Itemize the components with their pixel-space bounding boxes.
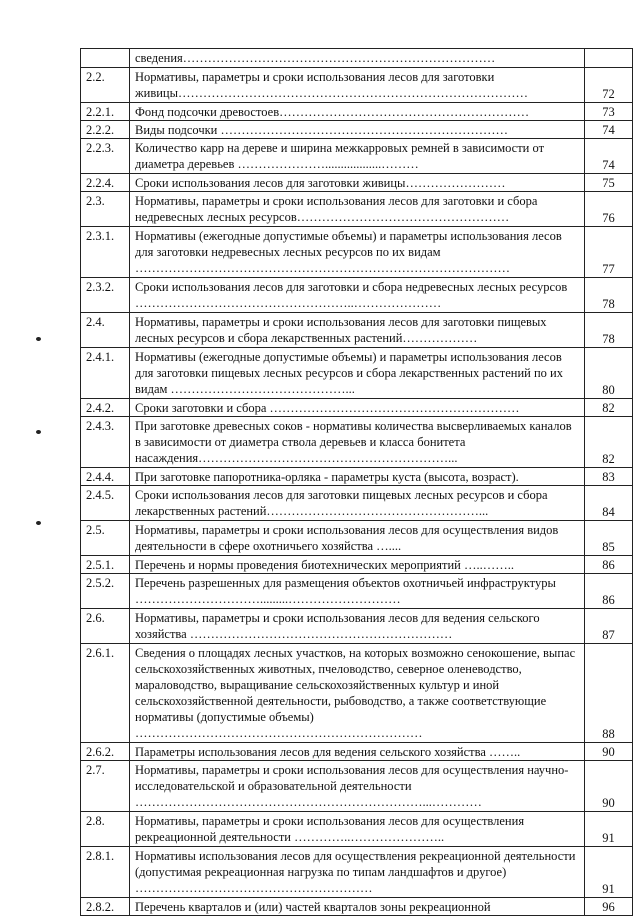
toc-title: Сроки использования лесов для заготовки пищевых лесных ресурсов и сбора лекарственных растений……………………………………………... (130, 486, 585, 521)
table-of-contents (80, 48, 633, 916)
toc-page: 90 (585, 743, 633, 761)
toc-page: 78 (585, 278, 633, 313)
toc-row (81, 761, 633, 812)
toc-row (81, 743, 633, 761)
toc-title: Фонд подсочки древостоев…………………………………………………… (130, 103, 585, 121)
toc-number: 2.5.1. (81, 556, 130, 574)
toc-page: 82 (585, 417, 633, 468)
margin-mark-3 (36, 521, 41, 525)
toc-row (81, 139, 633, 174)
toc-title: Нормативы, параметры и сроки использования лесов для ведения сельского хозяйства ……………………………………………………… (130, 609, 585, 644)
toc-page: 82 (585, 399, 633, 417)
toc-title: Сведения о площадях лесных участков, на которых возможно сенокошение, выпас сельскохозяйственных животных, пчеловодство, северное оленеводство, мараловодство, выращивание сельскохозяйственных культур и иной сельскохозяйственной деятельности, рыбоводство, а также соответствующие нормативы (допустимые объемы) …………………………………………………………… (130, 644, 585, 743)
toc-page: 80 (585, 348, 633, 399)
toc-page: 75 (585, 174, 633, 192)
toc-title: Нормативы, параметры и сроки использования лесов для осуществления видов деятельности в сфере охотничьего хозяйства ….... (130, 521, 585, 556)
toc-row (81, 486, 633, 521)
toc-title: Виды подсочки …………………………………………………………… (130, 121, 585, 139)
toc-row (81, 417, 633, 468)
toc-page: 96 (585, 898, 633, 916)
toc-number: 2.8.2. (81, 898, 130, 916)
toc-row (81, 556, 633, 574)
toc-title: При заготовке древесных соков - нормативы количества высверливаемых каналов в зависимости от диаметра ствола деревьев и класса бонитета насаждения……………………………………………………... (130, 417, 585, 468)
toc-number: 2.2. (81, 68, 130, 103)
toc-row (81, 468, 633, 486)
toc-title: Нормативы использования лесов для осуществления рекреационной деятельности (допустимая рекреационная нагрузка по типам ландшафтов и другое) ………………………………………………… (130, 847, 585, 898)
toc-page: 90 (585, 761, 633, 812)
toc-number: 2.6.2. (81, 743, 130, 761)
toc-number: 2.6.1. (81, 644, 130, 743)
toc-title: Сроки использования лесов для заготовки и сбора недревесных лесных ресурсов ……………………………………………..………………… (130, 278, 585, 313)
toc-page: 77 (585, 227, 633, 278)
toc-number: 2.4.3. (81, 417, 130, 468)
toc-number: 2.4.2. (81, 399, 130, 417)
toc-page: 72 (585, 68, 633, 103)
toc-number: 2.2.3. (81, 139, 130, 174)
toc-row (81, 174, 633, 192)
toc-page: 88 (585, 644, 633, 743)
toc-row (81, 399, 633, 417)
toc-number: 2.2.2. (81, 121, 130, 139)
toc-title: При заготовке папоротника-орляка - параметры куста (высота, возраст). (130, 468, 585, 486)
toc-row (81, 898, 633, 916)
toc-number: 2.8.1. (81, 847, 130, 898)
toc-row (81, 609, 633, 644)
toc-number: 2.6. (81, 609, 130, 644)
toc-number: 2.5. (81, 521, 130, 556)
toc-number: 2.3.2. (81, 278, 130, 313)
toc-row (81, 68, 633, 103)
toc-row (81, 521, 633, 556)
toc-row (81, 574, 633, 609)
toc-page: 91 (585, 847, 633, 898)
toc-number: 2.4.1. (81, 348, 130, 399)
toc-row (81, 227, 633, 278)
toc-page: 91 (585, 812, 633, 847)
toc-number: 2.3.1. (81, 227, 130, 278)
toc-row (81, 49, 633, 68)
toc-title: Нормативы, параметры и сроки использования лесов для осуществления научно-исследовательской и образовательной деятельности ……………………………………………………………...………… (130, 761, 585, 812)
toc-page: 73 (585, 103, 633, 121)
toc-row (81, 192, 633, 227)
toc-number: 2.4. (81, 313, 130, 348)
toc-page: 86 (585, 556, 633, 574)
toc-number: 2.4.4. (81, 468, 130, 486)
toc-title: сведения………………………………………………………………… (130, 49, 585, 68)
toc-title: Сроки использования лесов для заготовки живицы…………………… (130, 174, 585, 192)
toc-title: Нормативы (ежегодные допустимые объемы) и параметры использования лесов для заготовки недревесных лесных ресурсов по их видам ……………………………………………………………………………… (130, 227, 585, 278)
toc-row (81, 644, 633, 743)
toc-title: Нормативы, параметры и сроки использования лесов для заготовки живицы………………………………………………………………………… (130, 68, 585, 103)
toc-page: 84 (585, 486, 633, 521)
toc-number: 2.7. (81, 761, 130, 812)
toc-title: Нормативы (ежегодные допустимые объемы) и параметры использования лесов для заготовки пищевых лесных ресурсов и сбора лекарственных растений по их видам ……………………………………... (130, 348, 585, 399)
toc-title: Нормативы, параметры и сроки использования лесов для заготовки и сбора недревесных лесных ресурсов…………………………………………… (130, 192, 585, 227)
toc-title: Нормативы, параметры и сроки использования лесов для заготовки пищевых лесных ресурсов и сбора лекарственных растений……………… (130, 313, 585, 348)
toc-page: 85 (585, 521, 633, 556)
toc-row (81, 847, 633, 898)
margin-mark-2 (36, 430, 41, 434)
toc-number: 2.5.2. (81, 574, 130, 609)
toc-number: 2.2.1. (81, 103, 130, 121)
toc-number: 2.4.5. (81, 486, 130, 521)
toc-page: 87 (585, 609, 633, 644)
toc-title: Перечень и нормы проведения биотехнических мероприятий …..…….. (130, 556, 585, 574)
toc-title: Параметры использования лесов для ведения сельского хозяйства …….. (130, 743, 585, 761)
toc-page: 78 (585, 313, 633, 348)
toc-row (81, 103, 633, 121)
toc-title: Перечень разрешенных для размещения объектов охотничьей инфраструктуры ………………………….........……………………… (130, 574, 585, 609)
toc-number (81, 49, 130, 68)
toc-title: Сроки заготовки и сбора …………………………………………………… (130, 399, 585, 417)
toc-row (81, 812, 633, 847)
toc-title: Количество карр на дереве и ширина межкарровых ремней в зависимости от диаметра деревьев …………………..................……… (130, 139, 585, 174)
toc-page: 83 (585, 468, 633, 486)
toc-page (585, 49, 633, 68)
toc-row (81, 348, 633, 399)
toc-row (81, 278, 633, 313)
toc-title: Перечень кварталов и (или) частей кварталов зоны рекреационной (130, 898, 585, 916)
toc-number: 2.8. (81, 812, 130, 847)
toc-number: 2.3. (81, 192, 130, 227)
toc-row (81, 121, 633, 139)
margin-mark-1 (36, 337, 41, 341)
toc-title: Нормативы, параметры и сроки использования лесов для осуществления рекреационной деятельности …………..………………….. (130, 812, 585, 847)
toc-page: 76 (585, 192, 633, 227)
toc-number: 2.2.4. (81, 174, 130, 192)
toc-row (81, 313, 633, 348)
toc-page: 86 (585, 574, 633, 609)
toc-page: 74 (585, 121, 633, 139)
toc-page: 74 (585, 139, 633, 174)
